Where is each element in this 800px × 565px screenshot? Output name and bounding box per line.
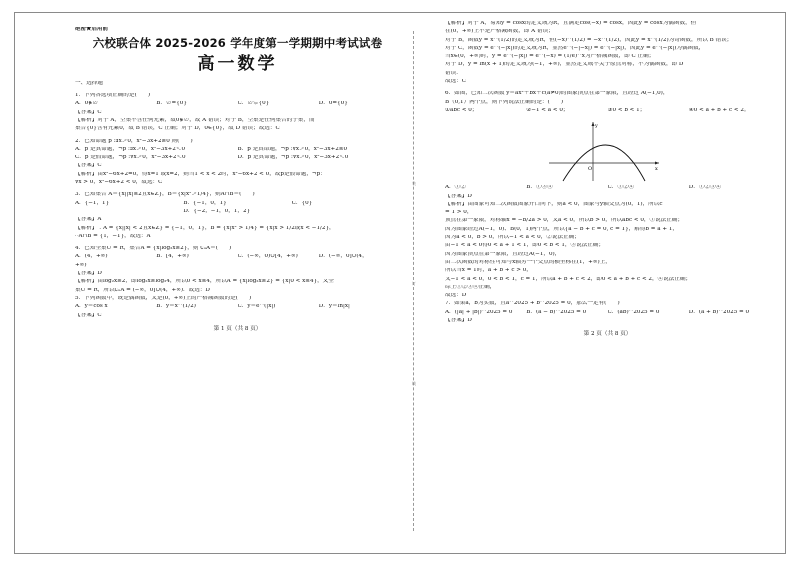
q6-analysis-line: 所以当x = 1时，a + b + c > 0， — [445, 268, 532, 274]
q4-option-b: B．[4，+∞) — [156, 254, 189, 260]
q5-analysis-line: 对于 B，函数y = x^(1/2)的定义域为R，但(−x)^(1/2) = −x^(1/2)，因此y = x^(1/2)为奇函数，所以 B 错误； — [445, 37, 733, 43]
q6-analysis-line: 因为图象经过A(−1，0)、B(0，1)两个点，所以{a − b + c = 0, c = 1}，解得b = a + 1， — [445, 226, 678, 232]
q6-claims — [445, 108, 770, 116]
q6-analysis-line: 因为图象顶点在第一象限，且经过A(−1，0)， — [445, 251, 561, 257]
q6-claim-4: ④0 < a + b + c < 2。 — [688, 107, 750, 113]
q3-options-row1 — [75, 201, 400, 209]
q4-option-d-continuation: +∞) — [75, 262, 87, 268]
x-axis-label: x — [655, 166, 658, 173]
q3-answer: 【答案】A — [75, 217, 102, 223]
q1-answer: 【答案】C — [75, 109, 102, 115]
q6-analysis-line: 【解析】由图象可知二次函数图象开口向下，则a < 0，图象与y轴交点为(0，1)，所以c — [445, 201, 663, 207]
q5-analysis-line: 对于 C，函数y = e^(−|x|)的定义域为R，显然e^(−|−x|) = e^(−|x|)，因此y = e^(−|x|)为偶函数， — [445, 45, 705, 51]
parabola-graph — [445, 119, 770, 183]
q6-stem: B（0,1）两个点，则下列说法正确的是：( ) — [445, 99, 564, 105]
q2-option-d: D．p 是真命题，¬p :∀x＞0，x²−3x+2＜0 — [237, 155, 349, 161]
q7-answer: 【答案】D — [445, 318, 472, 324]
q1-analysis-line: 集合{0}含有元素0，故 B 错误，C 正确；对于 D，0∈{0}，故 D 错误；故选：C — [75, 126, 280, 132]
q1-option-d: D．0={0} — [318, 101, 348, 107]
q2-option-b: B．p 是真命题，¬p :∀x＞0，x²−3x+2≤0 — [237, 146, 348, 152]
q6-options — [445, 185, 770, 193]
y-axis-label: y — [595, 123, 598, 130]
q7-option-c: C．(ab)^2025 = 0 — [607, 309, 660, 315]
q6-option-c: C．①②④ — [607, 185, 635, 191]
confidential-header: 绝密★启用前 — [75, 27, 109, 32]
q6-analysis-line: 由二次函数的对称性可知与x轴另一个交点的横坐标在(1，+∞)上， — [445, 259, 611, 265]
q4-option-a: A．(4，+∞) — [75, 254, 108, 260]
q6-answer: 【答案】D — [445, 193, 472, 199]
q5-option-d: D．y＝ln|x| — [318, 304, 350, 310]
q5-option-c: C．y＝e^(|x|) — [237, 304, 276, 310]
q5-analysis-line: 对于 D，y = ln(x + 1)的定义域为(−1，+∞)，显然定义域不关于原点对称，不为偶函数，即 D — [445, 62, 684, 68]
q6-option-d: D．①②③④ — [688, 185, 722, 191]
page-footer: 第 2 页（共 8 页） — [583, 331, 632, 338]
q7-option-d: D．(a + b)^2025 = 0 — [688, 309, 750, 315]
q7-options — [445, 310, 770, 318]
q1-stem: 1．下列各选项正确的是( ) — [75, 93, 151, 99]
q6-stem: 6．如图，已知二次函数 y＝ax²＋bx＋c(a≠0)的图象顶点在第一象限，且经过 A(−1,0)， — [445, 91, 669, 97]
q4-options — [75, 254, 400, 262]
q3-option-spacer — [75, 209, 183, 217]
q1-option-a: A．0∉∅ — [75, 101, 98, 107]
exam-title: 六校联合体 2025-2026 学年度第一学期期中考试试卷 — [92, 36, 383, 51]
q6-analysis-line: 由−1 < a < 0得0 < a + 1 < 1，即0 < b < 1，③说法正确； — [445, 243, 605, 249]
q4-analysis-line: 集U = R，所以∁ᵤA = (−∞，0]∪(4，+∞)．故选：D — [75, 287, 210, 293]
q2-analysis-line: 【解析】由x²−6x+2=0，得x=1 或x=2，则当1 < x < 2时，x²−6x+2 < 0，故p是假命题，¬p： — [75, 171, 326, 177]
q5-analysis-line: 当x∈(0，+∞)时，y = e^(−|x|) = e^(−x) = (1/e)^x为严格减函数，即 C 正确； — [445, 54, 655, 60]
q3-option-c: C．{0} — [291, 200, 313, 206]
q4-answer: 【答案】D — [75, 271, 102, 277]
q6-analysis-line: = 1 > 0， — [445, 210, 473, 216]
q2-options-row2 — [75, 155, 400, 163]
q7-option-b: B．(a − b)^2025 = 0 — [526, 309, 587, 315]
q6-analysis-line: 顶点在第一象限，对称轴x = −b/2a > 0，又a < 0，所以b > 0，所以abc < 0，①说法正确； — [445, 218, 684, 224]
q5-stem: 5．下列函数中，既是偶函数，又是(0，+∞)上的严格减函数的是( ) — [75, 295, 252, 301]
q1-options — [75, 101, 400, 109]
q5-analysis-line: 错误． — [445, 70, 462, 76]
q4-stem: 4．已知全集U = R，集合A = {x|log₂x≥2}，则 ∁ᵤA＝( ) — [75, 246, 232, 252]
q2-option-c: C．p 是假命题，¬p :∀x＞0，x²−3x+2＜0 — [75, 155, 186, 161]
q5-option-a: A．y＝cos x — [75, 304, 108, 310]
page-2 — [445, 21, 770, 338]
x-axis-arrow — [655, 162, 659, 165]
q3-option-a: A．{−1，1} — [75, 200, 110, 206]
q5-answer: 【答案】C — [75, 312, 102, 318]
q3-option-d: D．{−2，−1，0，1，2} — [183, 208, 251, 214]
subject-title: 高一数学 — [197, 53, 278, 74]
q2-option-a: A．p 是真命题，¬p :∃x＞0，x²−3x+2＜0 — [75, 146, 186, 152]
q6-claim-3: ③0 < b < 1； — [607, 107, 646, 113]
fold-mark: 订 — [412, 281, 416, 286]
q7-option-a: A．(|a| + |b|)^2025 = 0 — [445, 309, 513, 315]
binding-fold-line — [413, 31, 422, 531]
q3-analysis-line: 【解析】∵A = {x||x| < 2且x∈Z} = {−1，0，1}，B = {x|x² > 1/4} = {x|x > 1/2或x < −1/2}， — [75, 225, 335, 231]
q5-options — [75, 304, 400, 312]
q6-analysis-line: 又−1 < a < 0，0 < b < 1，c = 1，所以a + b + c < 2，即0 < a + b + c < 2，④说法正确； — [445, 276, 692, 282]
q4-option-c: C．(−∞，0)∪[4，+∞) — [237, 254, 298, 260]
q5-analysis-line: 【解析】对于 A，易知y = cosx的定义域为R，且满足cos(−x) = cosx，因此y = cosx为偶函数，但 — [445, 21, 697, 26]
q1-analysis-line: 【解析】对于 A，空集不含任何元素，故0∉∅，故 A 错误；对于 B，空集是任何集合的子集，而 — [75, 117, 315, 123]
q6-analysis-line: 综上①②③④正确， — [445, 284, 496, 290]
q3-option-b: B．{−1，0，1} — [183, 200, 227, 206]
page-footer: 第 1 页（共 8 页） — [213, 325, 262, 332]
q6-option-b: B．①③④ — [526, 185, 553, 191]
page-1 — [75, 21, 400, 332]
fold-mark: 线 — [412, 381, 416, 386]
q6-analysis-line: 因为a < 0，b > 0，所以−1 < a < 0，②说法正确； — [445, 235, 580, 241]
q3-stem: 3．已知集合 A＝{x||x|≤2且x∈Z}，B＝{x|x²＞1/4}，则A∩B＝( ) — [75, 192, 255, 198]
q6-claim-1: ①abc < 0； — [445, 107, 478, 113]
q2-analysis-line: ∀x > 0，x²−6x+2 < 0，故选：C — [75, 180, 163, 186]
q6-analysis-line: 故选：D — [445, 293, 467, 299]
q2-options-row1 — [75, 147, 400, 155]
q1-option-b: B．∅={0} — [156, 101, 187, 107]
q2-answer: 【答案】C — [75, 163, 102, 169]
q5-analysis-line: 在(0，+∞)上不是严格减函数，即 A 错误； — [445, 29, 554, 35]
q4-option-d: D．(−∞，0]∪(4， — [318, 254, 368, 260]
q5-option-b: B．y＝x^(1/2) — [156, 304, 196, 310]
q4-analysis-line: 【解析】由log₂x≥2，即log₂x≥log₂4，所以0 < x≤4，所以A = {x|log₂x≥2} = {x|0 < x≤4}，又全 — [75, 279, 334, 285]
q3-option-spacer — [292, 209, 400, 217]
q6-option-a: A．①② — [445, 185, 466, 191]
parabola-figure — [545, 119, 665, 183]
q3-analysis-line: ∴A∩B = {1，−1}，故选：A — [75, 233, 151, 239]
q1-option-c: C．∅⊊{0} — [237, 101, 270, 107]
fold-mark: 装 — [412, 181, 416, 186]
section-heading: 一、选择题 — [75, 80, 103, 86]
q6-claim-2: ②−1 < a < 0； — [526, 107, 569, 113]
q5-analysis-line: 故选：C — [445, 79, 467, 85]
exam-sheet — [14, 12, 786, 554]
q2-stem: 2．已知命题 p :∃x＞0，x²−3x+2≥0 则( ) — [75, 138, 193, 144]
q7-stem: 7．如果a，b为实数，且a^2025 + b^2025 = 0，那么一定有( ) — [445, 301, 620, 307]
origin-label: O — [588, 166, 593, 173]
q3-options-row2 — [75, 209, 400, 217]
